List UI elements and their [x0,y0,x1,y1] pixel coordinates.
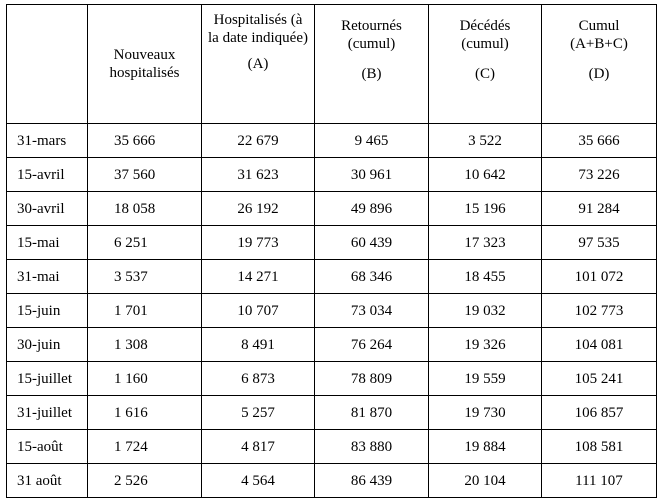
cumul-cell: 91 284 [542,192,657,226]
deceased-cell: 20 104 [429,464,542,498]
date-cell: 31-juillet [7,396,88,430]
new-hospitalized-cell: 3 537 [88,260,202,294]
cumul-cell: 108 581 [542,430,657,464]
header-cumul-text: Cumul (A+B+C) [570,18,628,52]
date-cell: 15-août [7,430,88,464]
header-letter-b: (B) [361,66,382,82]
new-hospitalized-cell: 1 616 [88,396,202,430]
deceased-cell: 19 032 [429,294,542,328]
hospitalized-cell: 31 623 [202,158,315,192]
date-cell: 31 août [7,464,88,498]
returned-cell: 81 870 [315,396,429,430]
header-deceased-c [429,5,542,124]
new-hospitalized-cell: 37 560 [88,158,202,192]
table-row [7,294,657,328]
returned-cell: 76 264 [315,328,429,362]
table-row [7,124,657,158]
header-hospitalized-a [202,5,315,124]
returned-cell: 68 346 [315,260,429,294]
new-hospitalized-cell: 1 308 [88,328,202,362]
deceased-cell: 19 730 [429,396,542,430]
table-row [7,464,657,498]
new-hospitalized-cell: 1 160 [88,362,202,396]
cumul-cell: 73 226 [542,158,657,192]
deceased-cell: 15 196 [429,192,542,226]
new-hospitalized-cell: 6 251 [88,226,202,260]
header-letter-d: (D) [588,66,610,82]
cumul-cell: 102 773 [542,294,657,328]
hospitalized-cell: 19 773 [202,226,315,260]
date-cell: 15-avril [7,158,88,192]
date-cell: 15-juillet [7,362,88,396]
hospitalized-cell: 10 707 [202,294,315,328]
returned-cell: 86 439 [315,464,429,498]
header-returned-text: Retournés (cumul) [341,18,402,52]
hospitalized-cell: 4 817 [202,430,315,464]
hospitalized-cell: 22 679 [202,124,315,158]
returned-cell: 60 439 [315,226,429,260]
table-row [7,362,657,396]
deceased-cell: 19 559 [429,362,542,396]
new-hospitalized-cell: 2 526 [88,464,202,498]
header-returned-b [315,5,429,124]
hospitalized-cell: 6 873 [202,362,315,396]
header-letter-a: (A) [247,56,269,72]
header-deceased-text: Décédés (cumul) [459,18,511,52]
table-row [7,430,657,464]
deceased-cell: 17 323 [429,226,542,260]
hospitalized-cell: 26 192 [202,192,315,226]
cumul-cell: 101 072 [542,260,657,294]
returned-cell: 78 809 [315,362,429,396]
header-letter-c: (C) [475,66,495,82]
date-cell: 30-juin [7,328,88,362]
deceased-cell: 3 522 [429,124,542,158]
cumul-cell: 105 241 [542,362,657,396]
date-cell: 30-avril [7,192,88,226]
returned-cell: 30 961 [315,158,429,192]
new-hospitalized-cell: 1 701 [88,294,202,328]
returned-cell: 49 896 [315,192,429,226]
table-body [7,124,657,498]
new-hospitalized-cell: 1 724 [88,430,202,464]
table-row [7,396,657,430]
cumul-cell: 97 535 [542,226,657,260]
new-hospitalized-cell: 18 058 [88,192,202,226]
cumul-cell: 35 666 [542,124,657,158]
cumul-cell: 106 857 [542,396,657,430]
table-row [7,158,657,192]
date-cell: 15-juin [7,294,88,328]
header-row [7,5,657,124]
deceased-cell: 19 326 [429,328,542,362]
table-row [7,260,657,294]
hospitalization-table [6,4,657,498]
deceased-cell: 19 884 [429,430,542,464]
returned-cell: 73 034 [315,294,429,328]
table-row [7,226,657,260]
cumul-cell: 104 081 [542,328,657,362]
returned-cell: 9 465 [315,124,429,158]
header-hospitalized-text: Hospitalisés (à la date indiquée) [208,12,308,46]
table-row [7,328,657,362]
cumul-cell: 111 107 [542,464,657,498]
date-cell: 31-mai [7,260,88,294]
new-hospitalized-cell: 35 666 [88,124,202,158]
hospitalized-cell: 8 491 [202,328,315,362]
header-new-hospitalized [88,5,202,124]
deceased-cell: 10 642 [429,158,542,192]
table-row [7,192,657,226]
hospitalized-cell: 4 564 [202,464,315,498]
table-container [6,4,657,498]
hospitalized-cell: 14 271 [202,260,315,294]
returned-cell: 83 880 [315,430,429,464]
date-cell: 31-mars [7,124,88,158]
deceased-cell: 18 455 [429,260,542,294]
header-empty-cell [7,5,88,124]
header-cumul-d [542,5,657,124]
hospitalized-cell: 5 257 [202,396,315,430]
header-new-hospitalized-text: Nouveaux hospitalisés [109,47,180,81]
date-cell: 15-mai [7,226,88,260]
